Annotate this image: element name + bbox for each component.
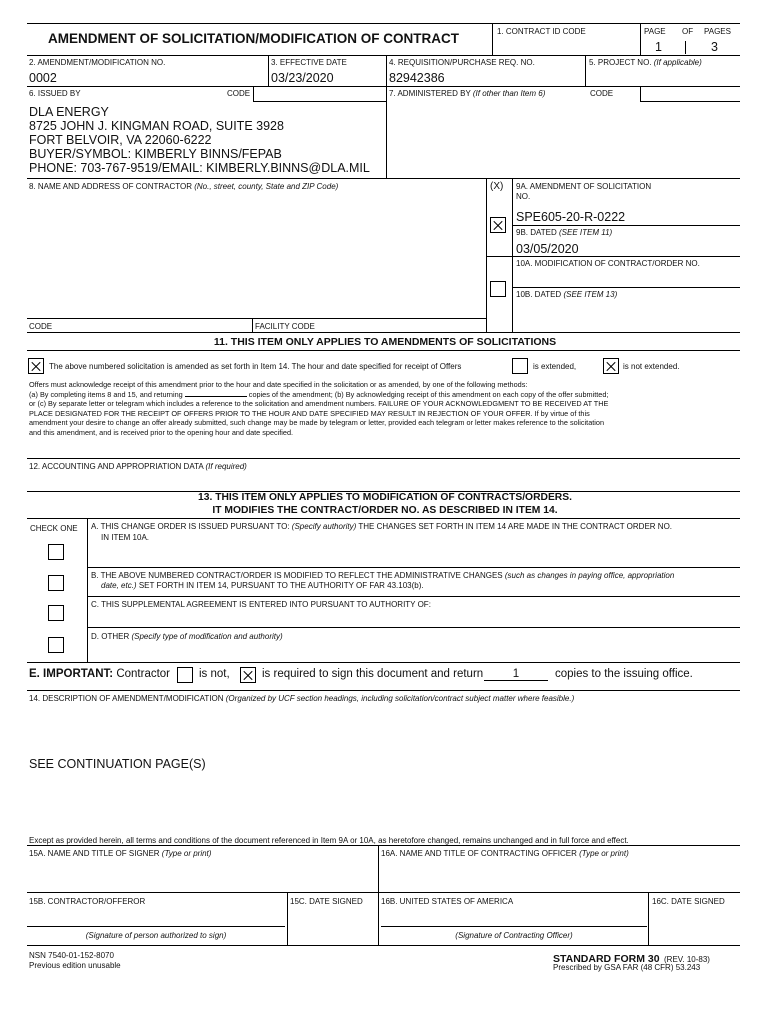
item13a-checkbox[interactable] — [48, 544, 64, 560]
item11-heading: 11. THIS ITEM ONLY APPLIES TO AMENDMENTS OF SOLICITATIONS — [213, 336, 557, 348]
item11-paragraph: and this amendment, and is received prior to the opening hour and date specified. — [29, 427, 294, 437]
contractor-code-label: CODE — [29, 322, 53, 331]
return-copies-field[interactable]: 1 — [484, 668, 548, 681]
is-not-extended-label: is not extended. — [623, 362, 680, 371]
contractor-label: 8. NAME AND ADDRESS OF CONTRACTOR — [29, 182, 192, 191]
item9b-note: (SEE ITEM 11) — [558, 228, 613, 237]
is-required-label: is required to sign this document and return — [262, 668, 484, 680]
officer-signature-caption: (Signature of Contracting Officer) — [455, 931, 573, 940]
is-required-checkbox[interactable] — [240, 667, 256, 683]
except-text: Except as provided herein, all terms and conditions of the document referenced in Item 9A or 10A, as heretofore changed, remains unchanged and in full force and effect. — [29, 836, 629, 845]
x-mark-label: (X) — [490, 181, 504, 192]
item9a-label-no: NO. — [516, 192, 531, 201]
contractor-date-label: 15C. DATE SIGNED — [290, 897, 363, 906]
issuer-line: FORT BELVOIR, VA 22060-6222 — [29, 133, 212, 147]
page-label: PAGE — [644, 27, 666, 36]
continuation-text: SEE CONTINUATION PAGE(S) — [29, 757, 206, 771]
usa-label: 16B. UNITED STATES OF AMERICA — [381, 897, 514, 906]
effective-date-label: 3. EFFECTIVE DATE — [271, 58, 347, 67]
item11-line1: The above numbered solicitation is amended as set forth in Item 14. The hour and date specified for receipt of Offers — [49, 362, 462, 371]
prescribed-by: Prescribed by GSA FAR (48 CFR) 53.243 — [553, 963, 701, 972]
item10a-label: 10A. MODIFICATION OF CONTRACT/ORDER NO. — [516, 259, 700, 268]
person-signature-caption: (Signature of person authorized to sign) — [85, 931, 227, 940]
item9-checkbox[interactable] — [490, 217, 506, 233]
form-title: AMENDMENT OF SOLICITATION/MODIFICATION OF CONTRACT — [48, 31, 459, 46]
issued-by-label: 6. ISSUED BY — [29, 89, 81, 98]
item13a-text-2: THE CHANGES SET FORTH IN ITEM 14 ARE MADE IN THE CONTRACT ORDER NO. — [358, 522, 673, 531]
item10b-note: (SEE ITEM 13) — [563, 290, 618, 299]
administered-code-label: CODE — [590, 89, 614, 98]
requisition-label: 4. REQUISITION/PURCHASE REQ. NO. — [389, 58, 535, 67]
returned-copies-blank[interactable] — [185, 396, 247, 397]
item10-checkbox[interactable] — [490, 281, 506, 297]
extended-checkbox[interactable] — [512, 358, 528, 374]
item11-paragraph: PLACE DESIGNATED FOR THE RECEIPT OF OFFERS PRIOR TO THE HOUR AND DATE SPECIFIED MAY RESULT IN REJECTION OF YOUR OFFER. If by virtue of this — [29, 408, 590, 418]
item10b-label: 10B. DATED — [516, 290, 562, 299]
requisition-value[interactable]: 82942386 — [389, 71, 445, 85]
form-revision: (REV. 10-83) — [664, 955, 710, 964]
amendment-no-value[interactable]: 0002 — [29, 71, 57, 85]
item13-heading-1: 13. THIS ITEM ONLY APPLIES TO MODIFICATION OF CONTRACTS/ORDERS. — [198, 492, 572, 503]
copies-suffix: copies to the issuing office. — [555, 668, 693, 680]
item13b-note: (such as changes in paying office, appropriation — [504, 571, 675, 580]
item11-paragraph: Offers must acknowledge receipt of this amendment prior to the hour and date specified in the solicitation or as amended, by one of the following methods: — [29, 380, 528, 389]
project-no-note: (If applicable) — [653, 58, 702, 67]
item13c-checkbox[interactable] — [48, 605, 64, 621]
item13b-checkbox[interactable] — [48, 575, 64, 591]
administered-by-label: 7. ADMINISTERED BY — [389, 89, 471, 98]
item14-label: 14. DESCRIPTION OF AMENDMENT/MODIFICATION — [29, 694, 224, 703]
not-extended-checkbox[interactable] — [603, 358, 619, 374]
item9b-date-value[interactable]: 03/05/2020 — [516, 242, 579, 256]
item13b-note-2: date, etc.) — [101, 581, 137, 590]
item13d-checkbox[interactable] — [48, 637, 64, 653]
signer-name-note: (Type or print) — [161, 849, 212, 858]
is-extended-label: is extended, — [533, 362, 577, 371]
administered-note: (If other than Item 6) — [472, 89, 546, 98]
item11-paragraph: copies of the amendment; (b) By acknowledging receipt of this amendment on each copy of the offer submitted; — [248, 389, 609, 399]
contractor-note: (No., street, county, State and ZIP Code) — [194, 182, 339, 191]
pages-label: PAGES — [704, 27, 731, 36]
amended-checkbox[interactable] — [28, 358, 44, 374]
item11-instructions — [29, 380, 739, 438]
issuer-line: 8725 JOHN J. KINGMAN ROAD, SUITE 3928 — [29, 119, 284, 133]
item12-note: (If required) — [205, 462, 247, 471]
previous-edition: Previous edition unusable — [29, 961, 121, 970]
issuer-line: PHONE: 703-767-9519/EMAIL: KIMBERLY.BINNS@DLA.MIL — [29, 161, 370, 175]
issued-code-label: CODE — [227, 89, 251, 98]
signer-name-label: 15A. NAME AND TITLE OF SIGNER — [29, 849, 160, 858]
total-pages: 3 — [711, 40, 718, 54]
item13c-text: C. THIS SUPPLEMENTAL AGREEMENT IS ENTERED INTO PURSUANT TO AUTHORITY OF: — [91, 600, 431, 609]
item13b-text: B. THE ABOVE NUMBERED CONTRACT/ORDER IS MODIFIED TO REFLECT THE ADMINISTRATIVE CHANGES — [91, 571, 503, 580]
contract-id-label: 1. CONTRACT ID CODE — [497, 27, 586, 36]
item9a-label: 9A. AMENDMENT OF SOLICITATION — [516, 182, 652, 191]
officer-date-label: 16C. DATE SIGNED — [652, 897, 725, 906]
item11-paragraph: or (c) By separate letter or telegram which includes a reference to the solicitation and amendment numbers. FAILURE OF YOUR ACKNOWLEDGMENT TO BE RECEIVED AT THE — [29, 399, 609, 409]
item11-paragraph: amendment your desire to change an offer already submitted, such change may be made by telegram or letter, provided each telegram or letter makes reference to the solicitation — [29, 418, 605, 428]
important-label: E. IMPORTANT: — [29, 668, 114, 680]
issuer-address — [29, 105, 370, 175]
issuer-line: DLA ENERGY — [29, 105, 109, 119]
item14-note: (Organized by UCF section headings, including solicitation/contract subject matter where feasible.) — [225, 694, 575, 703]
important-contractor: Contractor — [116, 668, 171, 680]
item13d-note: (Specify type of modification and authority) — [131, 632, 283, 641]
officer-name-label: 16A. NAME AND TITLE OF CONTRACTING OFFICER — [381, 849, 577, 858]
item13a-note: (Specify authority) — [291, 522, 357, 531]
effective-date-value[interactable]: 03/23/2020 — [271, 71, 334, 85]
item13-heading-2: IT MODIFIES THE CONTRACT/ORDER NO. AS DESCRIBED IN ITEM 14. — [212, 505, 558, 516]
officer-name-note: (Type or print) — [579, 849, 629, 858]
check-one-label: CHECK ONE — [30, 524, 78, 533]
page-number: 1 — [655, 40, 662, 54]
important-row — [29, 668, 170, 680]
form-number: STANDARD FORM 30 — [553, 953, 660, 965]
issuer-line: BUYER/SYMBOL: KIMBERLY BINNS/FEPAB — [29, 147, 282, 161]
of-label: OF — [682, 27, 694, 36]
is-not-checkbox[interactable] — [177, 667, 193, 683]
project-no-label: 5. PROJECT NO. — [589, 58, 652, 67]
item12-label: 12. ACCOUNTING AND APPROPRIATION DATA — [29, 462, 204, 471]
item13b-line2: SET FORTH IN ITEM 14, PURSUANT TO THE AUTHORITY OF FAR 43.103(b). — [138, 581, 424, 590]
item9b-label: 9B. DATED — [516, 228, 557, 237]
item13a-line2: IN ITEM 10A. — [101, 533, 150, 542]
item13d-text: D. OTHER — [91, 632, 130, 641]
item13a-text: A. THIS CHANGE ORDER IS ISSUED PURSUANT TO: — [91, 522, 290, 531]
contractor-offeror-label: 15B. CONTRACTOR/OFFEROR — [29, 897, 146, 906]
nsn-number: NSN 7540-01-152-8070 — [29, 951, 114, 960]
solicitation-no-value[interactable]: SPE605-20-R-0222 — [516, 210, 626, 224]
item11-paragraph: (a) By completing items 8 and 15, and returning — [29, 389, 183, 399]
is-not-label: is not, — [199, 668, 230, 680]
amendment-no-label: 2. AMENDMENT/MODIFICATION NO. — [29, 58, 166, 67]
facility-code-label: FACILITY CODE — [255, 322, 315, 331]
